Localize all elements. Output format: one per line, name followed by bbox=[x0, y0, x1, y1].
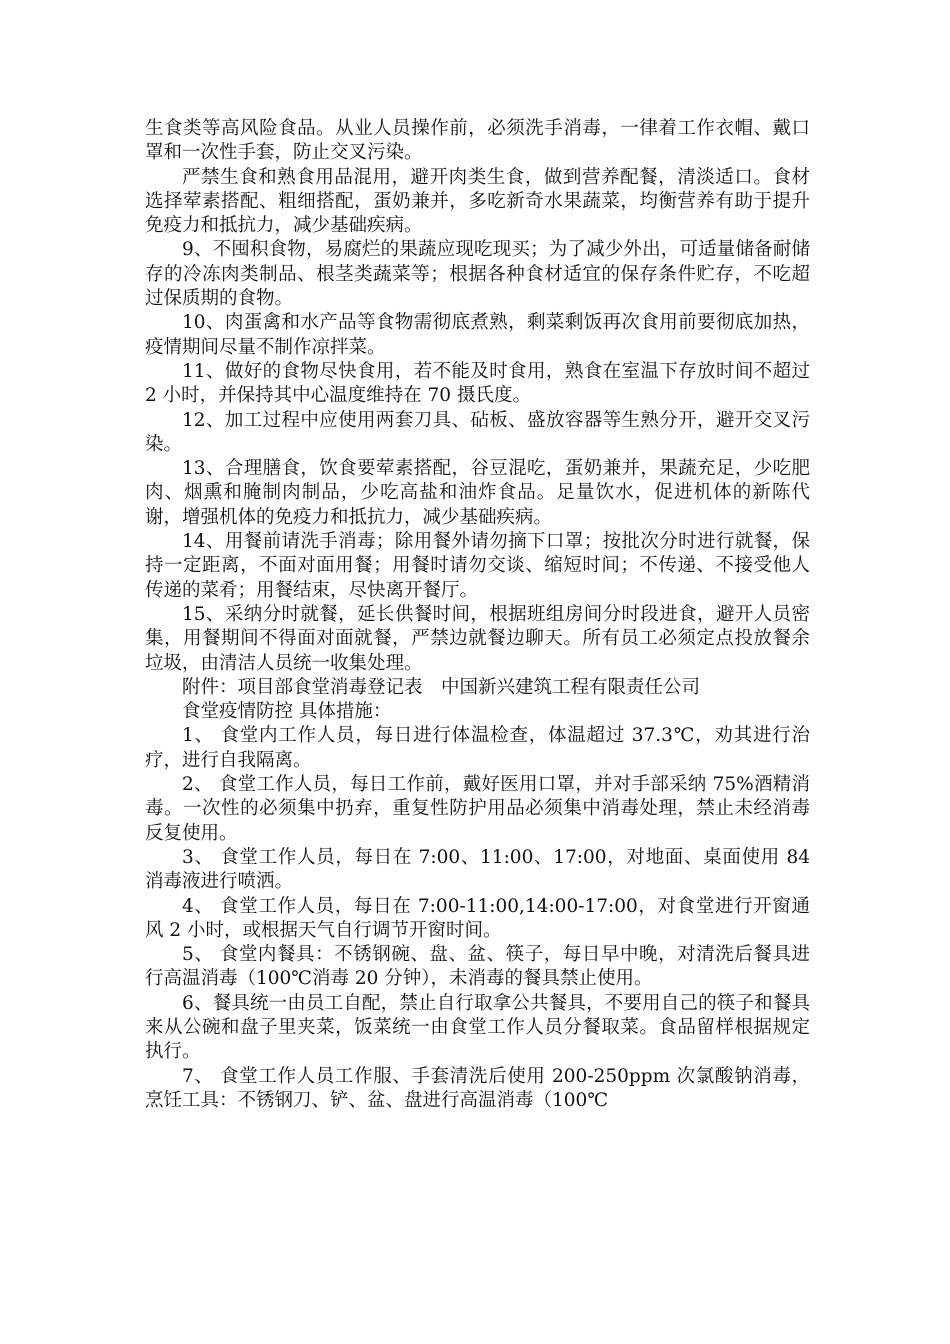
paragraph-measure-7: 7、 食堂工作人员工作服、手套清洗后使用 200-250ppm 次氯酸钠消毒，烹饪工具：不锈钢刀、铲、盆、盘进行高温消毒（100℃ bbox=[145, 1065, 810, 1111]
paragraph-measure-5: 5、 食堂内餐具：不锈钢碗、盘、盆、筷子，每日早中晚，对清洗后餐具进行高温消毒（100℃消毒 20 分钟），未消毒的餐具禁止使用。 bbox=[145, 944, 810, 990]
paragraph-measure-6: 6、餐具统一由员工自配，禁止自行取拿公共餐具，不要用自己的筷子和餐具来从公碗和盘子里夹菜，饭菜统一由食堂工作人员分餐取菜。食品留样根据规定执行。 bbox=[145, 992, 810, 1063]
paragraph-diet-hygiene: 严禁生食和熟食用品混用，避开肉类生食，做到营养配餐，清淡适口。食材选择荤素搭配、粗细搭配，蛋奶兼并，多吃新奇水果蔬菜，均衡营养有助于提升免疫力和抵抗力，减少基础疾病。 bbox=[145, 166, 810, 237]
paragraph-measure-1: 1、 食堂内工作人员，每日进行体温检查，体温超过 37.3℃，劝其进行治疗，进行自我隔离。 bbox=[145, 725, 810, 771]
section-heading-measures: 食堂疫情防控 具体措施： bbox=[182, 701, 392, 723]
paragraph-measure-2: 2、 食堂工作人员，每日工作前，戴好医用口罩，并对手部采纳 75%酒精消毒。一次性的必须集中扔弃，重复性防护用品必须集中消毒处理，禁止未经消毒反复使用。 bbox=[145, 774, 810, 844]
paragraph-item-9: 9、不囤积食物，易腐烂的果蔬应现吃现买；为了减少外出，可适量储备耐储存的冷冻肉类制品、根茎类蔬菜等；根据各种食材适宜的保存条件贮存，不吃超过保质期的食物。 bbox=[145, 239, 810, 310]
paragraph-item-15: 15、采纳分时就餐，延长供餐时间，根据班组房间分时段进食，避开人员密集，用餐期间不得面对面就餐，严禁边就餐边聊天。所有员工必须定点投放餐余垃圾，由清洁人员统一收集处理。 bbox=[145, 603, 810, 674]
paragraph-item-11: 11、做好的食物尽快食用，若不能及时食用，熟食在室温下存放时间不超过 2 小时，并保持其中心温度维持在 70 摄氏度。 bbox=[145, 360, 810, 407]
paragraph-item-12: 12、加工过程中应使用两套刀具、砧板、盛放容器等生熟分开，避开交叉污染。 bbox=[145, 409, 810, 455]
paragraph-measure-3: 3、 食堂工作人员，每日在 7:00、11:00、17:00，对地面、桌面使用 84 消毒液进行喷洒。 bbox=[145, 846, 810, 893]
paragraph-item-13: 13、合理膳食，饮食要荤素搭配，谷豆混吃，蛋奶兼并，果蔬充足，少吃肥肉、烟熏和腌制肉制品，少吃高盐和油炸食品。足量饮水，促进机体的新陈代谢，增强机体的免疫力和抵抗力，减少基础疾病。 bbox=[145, 458, 810, 528]
paragraph-measure-4: 4、 食堂工作人员，每日在 7:00-11:00,14:00-17:00，对食堂进行开窗通风 2 小时，或根据天气自行调节开窗时间。 bbox=[145, 895, 810, 941]
paragraph-item-10: 10、肉蛋禽和水产品等食物需彻底煮熟，剩菜剩饭再次食用前要彻底加热，疫情期间尽量不制作凉拌菜。 bbox=[145, 312, 810, 358]
paragraph-item-14: 14、用餐前请洗手消毒；除用餐外请勿摘下口罩；按批次分时进行就餐，保持一定距离，不面对面用餐；用餐时请勿交谈、缩短时间；不传递、不接受他人传递的菜肴；用餐结束，尽快离开餐厅。 bbox=[145, 531, 810, 601]
document-body bbox=[145, 117, 810, 1113]
paragraph-attachment: 附件：项目部食堂消毒登记表 中国新兴建筑工程有限责任公司 bbox=[182, 676, 701, 698]
paragraph-continuation: 生食类等高风险食品。从业人员操作前，必须洗手消毒，一律着工作衣帽、戴口罩和一次性手套，防止交叉污染。 bbox=[145, 118, 810, 164]
